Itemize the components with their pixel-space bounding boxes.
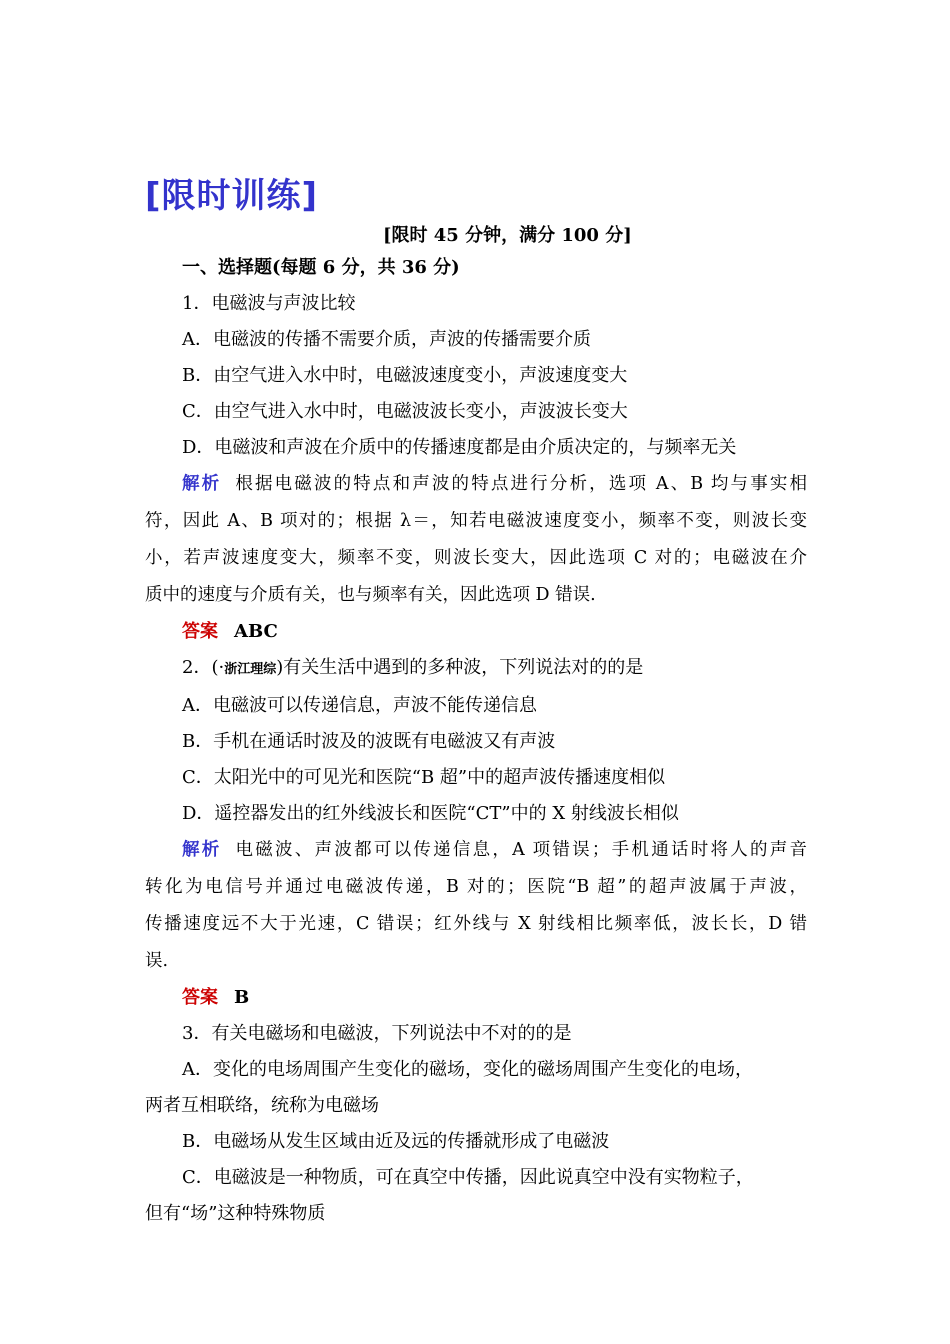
q2-analysis-line-1: [145, 832, 807, 869]
q2-analysis-line-4: 误.: [145, 951, 169, 971]
q2-stem-prefix: 2．(·: [182, 657, 225, 678]
q1-analysis-line-4: 质中的速度与介质有关，也与频率有关，因此选项 D 错误.: [145, 585, 596, 605]
q3-option-a-line-2: 两者互相联络，统称为电磁场: [145, 1095, 379, 1116]
analysis-text: 根据电磁波的特点和声波的特点进行分析，选项 A、B 均与事实相: [235, 474, 807, 494]
q2-stem-suffix: )有关生活中遇到的多种波，下列说法对的的是: [276, 657, 644, 678]
section-heading: 一、选择题(每题 6 分，共 36 分): [182, 257, 460, 278]
q2-option-d: D．遥控器发出的红外线波长和医院“CT”中的 X 射线波长相似: [182, 803, 679, 824]
q2-option-b: B．手机在通话时波及的波既有电磁波又有声波: [182, 731, 556, 752]
q3-option-b: B．电磁场从发生区域由近及远的传播就形成了电磁波: [182, 1131, 610, 1152]
q2-option-a: A．电磁波可以传递信息，声波不能传递信息: [182, 695, 537, 716]
answer-value: ABC: [234, 621, 278, 642]
time-limit-note: [限时 45 分钟，满分 100 分]: [383, 225, 632, 246]
analysis-label: 解析: [182, 474, 222, 494]
q1-analysis-line-3: 小，若声波速度变大，频率不变，则波长变大，因此选项 C 对的；电磁波在介: [145, 548, 807, 568]
q3-option-a-line-1: A．变化的电场周围产生变化的磁场，变化的磁场周围产生变化的电场，: [182, 1059, 753, 1080]
q1-option-b: B．由空气进入水中时，电磁波速度变小，声波速度变大: [182, 365, 628, 386]
analysis-label: 解析: [182, 840, 222, 860]
q1-option-a: A．电磁波的传播不需要介质，声波的传播需要介质: [182, 329, 591, 350]
q1-answer: [145, 614, 807, 650]
q1-option-c: C．由空气进入水中时，电磁波波长变小，声波波长变大: [182, 401, 628, 422]
q2-answer: [145, 980, 807, 1016]
q2-analysis-line-3: 传播速度远不大于光速，C 错误；红外线与 X 射线相比频率低，波长长，D 错: [145, 914, 807, 934]
analysis-text: 电磁波、声波都可以传递信息，A 项错误；手机通话时将人的声音: [235, 840, 807, 860]
page-title: [限时训练]: [145, 176, 319, 216]
q3-option-c-line-1: C．电磁波是一种物质，可在真空中传播，因此说真空中没有实物粒子，: [182, 1167, 754, 1188]
q2-analysis-line-2: 转化为电信号并通过电磁波传递，B 对的；医院“B 超”的超声波属于声波，: [145, 877, 807, 897]
q1-analysis-line-1: [145, 466, 807, 503]
q2-option-c: C．太阳光中的可见光和医院“B 超”中的超声波传播速度相似: [182, 767, 666, 788]
answer-label: 答案: [182, 987, 218, 1008]
q1-option-d: D．电磁波和声波在介质中的传播速度都是由介质决定的，与频率无关: [182, 437, 737, 458]
q2-stem: [145, 650, 807, 688]
q1-analysis-line-2: 符，因此 A、B 项对的；根据 λ＝，知若电磁波速度变小，频率不变，则波长变: [145, 511, 807, 531]
q3-stem: 3．有关电磁场和电磁波，下列说法中不对的的是: [182, 1023, 572, 1044]
q2-source: 浙江理综: [224, 662, 277, 677]
q1-stem: 1．电磁波与声波比较: [182, 293, 356, 314]
q3-option-c-line-2: 但有“场”这种特殊物质: [145, 1203, 326, 1224]
question-content: [145, 250, 807, 1232]
answer-label: 答案: [182, 621, 218, 642]
answer-value: B: [234, 987, 250, 1008]
